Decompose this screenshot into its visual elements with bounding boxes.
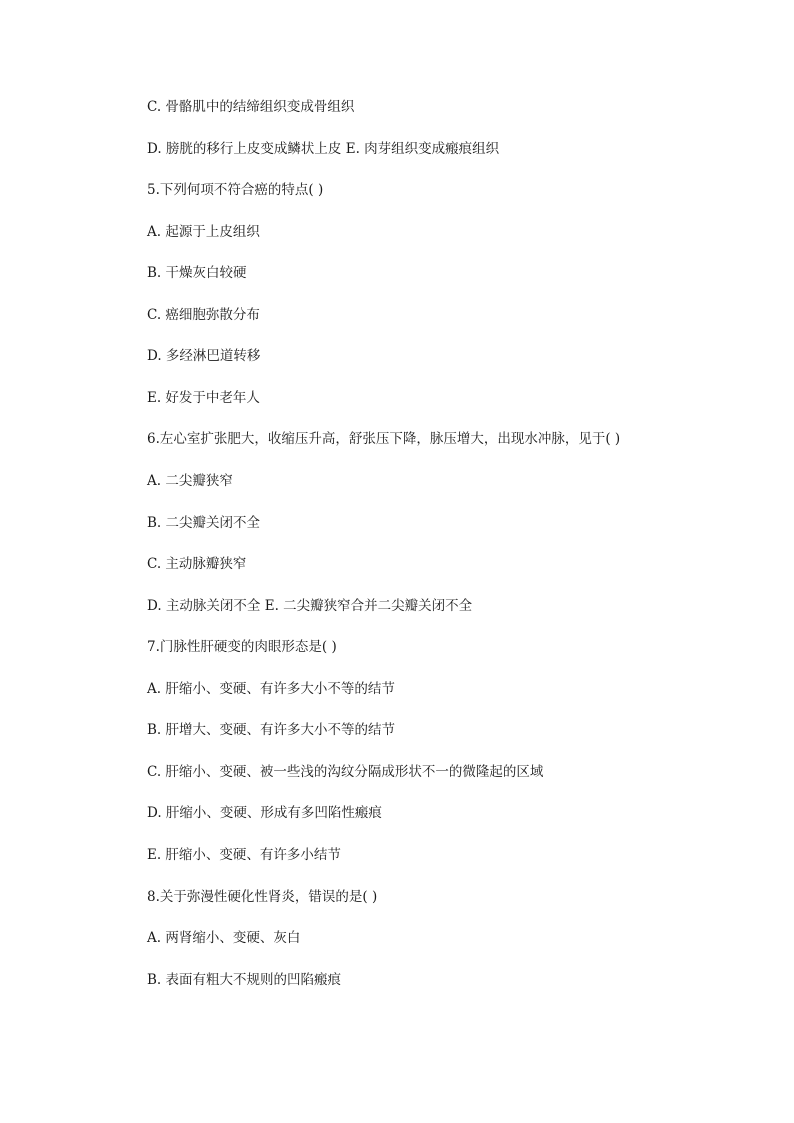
question-7-stem: 7.门脉性肝硬变的肉眼形态是( ) (147, 639, 337, 655)
question-8-stem: 8.关于弥漫性硬化性肾炎，错误的是( ) (147, 889, 378, 905)
question-6-option-b: B. 二尖瓣关闭不全 (147, 515, 261, 531)
question-6-stem: 6.左心室扩张肥大，收缩压升高，舒张压下降，脉压增大，出现水冲脉，见于( ) (147, 431, 621, 447)
question-6-option-d-e: D. 主动脉关闭不全 E. 二尖瓣狭窄合并二尖瓣关闭不全 (147, 598, 473, 614)
question-5-option-c: C. 癌细胞弥散分布 (147, 307, 260, 323)
question-5-option-a: A. 起源于上皮组织 (147, 224, 260, 240)
question-8-option-a: A. 两肾缩小、变硬、灰白 (147, 930, 301, 946)
question-5-option-e: E. 好发于中老年人 (147, 390, 260, 406)
question-4-option-c: C. 骨骼肌中的结缔组织变成骨组织 (147, 99, 355, 115)
question-6-option-c: C. 主动脉瓣狭窄 (147, 556, 247, 572)
question-7-option-d: D. 肝缩小、变硬、形成有多凹陷性瘢痕 (147, 805, 382, 821)
question-7-option-e: E. 肝缩小、变硬、有许多小结节 (147, 847, 341, 863)
question-6-option-a: A. 二尖瓣狭窄 (147, 473, 233, 489)
question-5-option-d: D. 多经淋巴道转移 (147, 348, 261, 364)
question-7-option-b: B. 肝增大、变硬、有许多大小不等的结节 (147, 722, 396, 738)
question-5-option-b: B. 干燥灰白较硬 (147, 265, 247, 281)
question-7-option-c: C. 肝缩小、变硬、被一些浅的沟纹分隔成形状不一的微隆起的区域 (147, 764, 544, 780)
question-8-option-b: B. 表面有粗大不规则的凹陷瘢痕 (147, 972, 342, 988)
question-4-option-d-e: D. 膀胱的移行上皮变成鳞状上皮 E. 肉芽组织变成瘢痕组织 (147, 141, 500, 157)
question-5-stem: 5.下列何项不符合癌的特点( ) (147, 182, 324, 198)
question-7-option-a: A. 肝缩小、变硬、有许多大小不等的结节 (147, 681, 395, 697)
